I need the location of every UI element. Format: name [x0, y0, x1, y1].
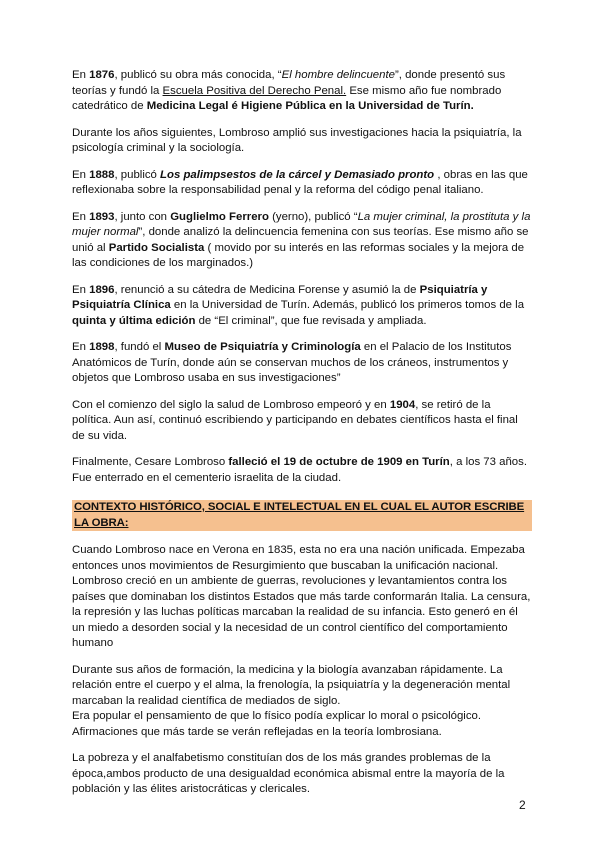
paragraph-1876: En 1876, publicó su obra más conocida, “El hombre delincuente”, donde presentó sus teorías y fundó la Escuela Positiva del Derecho Penal. Ese mismo año fue nombrado catedrático de Medicina Legal é Higiene Pública en la Universidad de Turín. — [72, 69, 506, 112]
death-date: falleció el 19 de octubre de 1909 en Turín — [228, 456, 450, 468]
paragraph-1896: En 1896, renunció a su cátedra de Medicina Forense y asumió la de Psiquiatría y Psiquiatría Clínica en la Universidad de Turín. Además, publicó los primeros tomos de la quinta y última edición de “El criminal”, que fue revisada y ampliada. — [72, 283, 525, 327]
year-1888: 1888 — [89, 168, 115, 181]
year-1876: 1876 — [89, 69, 115, 81]
year-1893: 1893 — [89, 210, 115, 223]
paragraph-following-years: Durante los años siguientes, Lombroso amplió sus investigaciones hacia la psiquiatría, la psicología criminal y la sociología. — [72, 126, 522, 154]
paragraph-1888: En 1888, publicó Los palimpsestos de la cárcel y Demasiado pronto , obras en las que reflexionaba sobre la responsabilidad penal y la reforma del código penal italiano. — [72, 168, 528, 196]
chair-name: Medicina Legal é Higiene Pública en la Universidad de Turín. — [146, 100, 474, 112]
section-heading: CONTEXTO HISTÓRICO, SOCIAL E INTELECTUAL EN EL CUAL EL AUTOR ESCRIBE LA OBRA: — [72, 500, 532, 531]
paragraph-1904: Con el comienzo del siglo la salud de Lombroso empeoró y en 1904, se retiró de la política. Aun así, continuó escribiendo y participando en debates científicos hasta el final de su vida. — [72, 398, 518, 442]
document-body — [72, 68, 532, 809]
school-name: Escuela Positiva del Derecho Penal. — [162, 84, 347, 97]
year-1904: 1904 — [389, 398, 416, 411]
chair-psychiatry: Psiquiatría y Psiquiatría Clínica — [72, 283, 488, 311]
context-paragraph-2: Durante sus años de formación, la medicina y la biología avanzaban rápidamente. La relación entre el cuerpo y el alma, la frenología, la psiquiatría y la degeneración mental marcaban la realidad científica de mediados de siglo. Era popular el pensamiento de que lo físico podía explicar lo moral o psicológico. Afirmaciones que más tarde se verán reflejadas en la teoría lombrosiana. — [72, 663, 511, 738]
museum-name: Museo de Psiquiatría y Criminología — [164, 341, 361, 353]
paragraph-1893: En 1893, junto con Guglielmo Ferrero (yerno), publicó “La mujer criminal, la prostituta y la mujer normal”, donde analizó la delincuencia femenina con sus teorías. Ese mismo año se unió al Partido Socialista ( movido por su interés en las reformas sociales y la mejora de las condiciones de los marginados.) — [72, 210, 531, 269]
year-1896: 1896 — [89, 283, 115, 296]
book-title-palimpsestos: Los palimpsestos de la cárcel y Demasiado pronto — [160, 168, 435, 181]
book-title-mujer-criminal: La mujer criminal, la prostituta y la mujer normal — [72, 210, 531, 238]
party-name: Partido Socialista — [108, 241, 205, 254]
book-title-hombre-delincuente: El hombre delincuente — [281, 69, 395, 81]
edition-name: quinta y última edición — [72, 314, 196, 327]
page-number: 2 — [519, 798, 526, 812]
coauthor-name: Guglielmo Ferrero — [170, 210, 269, 223]
context-paragraph-1: Cuando Lombroso nace en Verona en 1835, esta no era una nación unificada. Empezaba entonces unos movimientos de Resurgimiento que buscaban la unificación nacional. Lombroso creció en un ambiente de guerras, revoluciones y levantamientos contra los países que dominaban los distintos Estados que más tarde conformarán Italia. La censura, la represión y las luchas políticas marcaban la realidad de su infancia. Esto generó en él un miedo a desorden social y la necesidad de un control científico del comportamiento humano — [72, 544, 531, 649]
year-1898: 1898 — [89, 341, 115, 353]
context-paragraph-3: La pobreza y el analfabetismo constituían dos de los más grandes problemas de la época,ambos producto de una desigualdad económica abismal entre la mayoría de la población y las élites aristocráticas y clericales. — [72, 752, 505, 795]
paragraph-death: Finalmente, Cesare Lombroso falleció el 19 de octubre de 1909 en Turín, a los 73 años. Fue enterrado en el cementerio israelita de la ciudad. — [72, 456, 528, 484]
paragraph-1898: En 1898, fundó el Museo de Psiquiatría y Criminología en el Palacio de los Institutos Anatómicos de Turín, donde aún se conservan muchos de los cráneos, instrumentos y objetos que Lombroso usaba en sus investigaciones” — [72, 341, 512, 384]
